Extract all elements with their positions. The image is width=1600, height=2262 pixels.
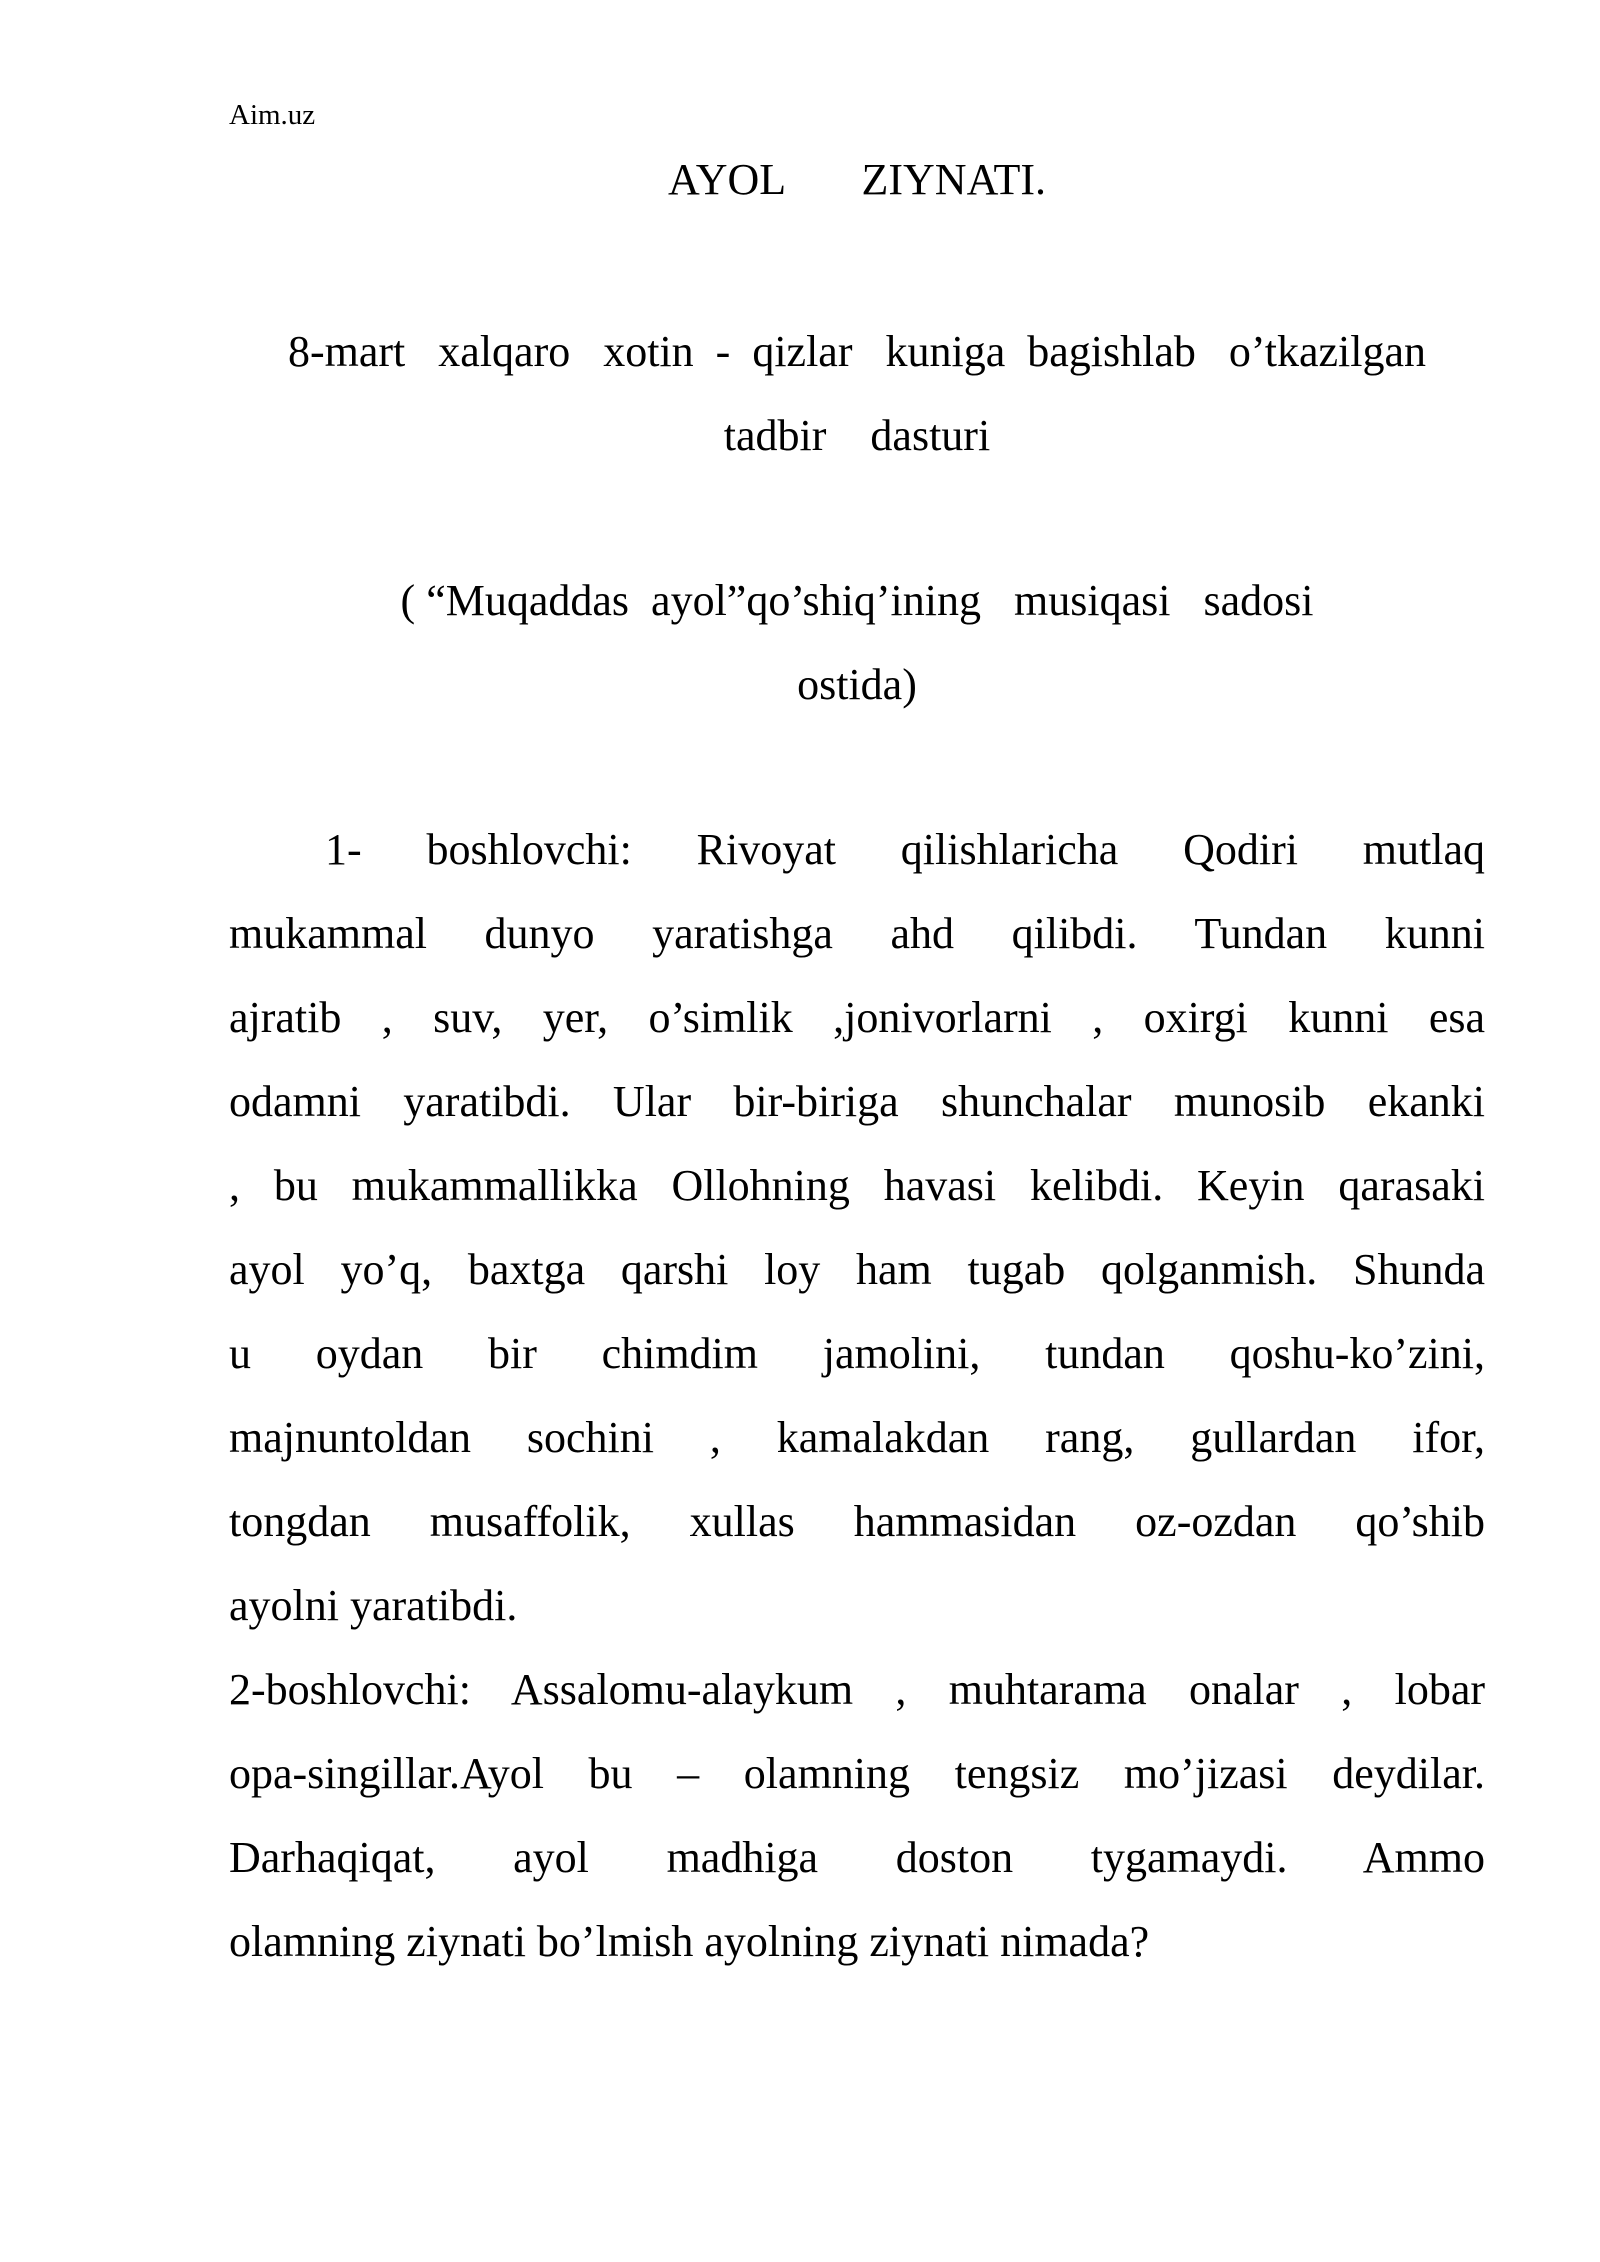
line-text: 2-boshlovchi: Assalomu-alaykum , muhtarama onalar , lobar bbox=[229, 1665, 1485, 1714]
paragraph-line bbox=[229, 976, 1485, 1060]
line-text: ayol yo’q, baxtga qarshi loy ham tugab qolganmish. Shunda bbox=[229, 1245, 1485, 1294]
paragraph-line bbox=[229, 1564, 1485, 1648]
paragraph-line bbox=[229, 1900, 1485, 1984]
paragraph-line bbox=[229, 1816, 1485, 1900]
paragraph-host-1 bbox=[229, 808, 1485, 1648]
paragraph-line bbox=[229, 808, 1485, 892]
subtitle-line-2: tadbir dasturi bbox=[723, 411, 991, 460]
site-label: Aim.uz bbox=[229, 99, 316, 131]
body-text bbox=[229, 808, 1485, 1984]
paragraph-line bbox=[229, 892, 1485, 976]
music-note-line-2: ostida) bbox=[797, 660, 917, 709]
paragraph-host-2 bbox=[229, 1648, 1485, 1984]
subtitle-line-1: 8-mart xalqaro xotin - qizlar kuniga bagishlab o’tkazilgan bbox=[288, 327, 1426, 376]
line-text: ayolni yaratibdi. bbox=[229, 1581, 518, 1630]
paragraph-line bbox=[229, 1648, 1485, 1732]
paragraph-line bbox=[229, 1144, 1485, 1228]
line-text: 1- boshlovchi: Rivoyat qilishlaricha Qodiri mutlaq bbox=[325, 825, 1485, 874]
line-text: tongdan musaffolik, xullas hammasidan oz-ozdan qo’shib bbox=[229, 1497, 1485, 1546]
line-text: majnuntoldan sochini , kamalakdan rang, gullardan ifor, bbox=[229, 1413, 1485, 1462]
paragraph-line bbox=[229, 1312, 1485, 1396]
line-text: mukammal dunyo yaratishga ahd qilibdi. Tundan kunni bbox=[229, 909, 1485, 958]
line-text: u oydan bir chimdim jamolini, tundan qoshu-ko’zini, bbox=[229, 1329, 1485, 1378]
paragraph-line bbox=[229, 1228, 1485, 1312]
line-text: olamning ziynati bo’lmish ayolning ziynati nimada? bbox=[229, 1917, 1150, 1966]
paragraph-line bbox=[229, 1480, 1485, 1564]
paragraph-line bbox=[229, 1396, 1485, 1480]
document-title: AYOL ZIYNATI. bbox=[667, 155, 1047, 204]
line-text: , bu mukammallikka Ollohning havasi kelibdi. Keyin qarasaki bbox=[229, 1161, 1485, 1210]
paragraph-line bbox=[229, 1732, 1485, 1816]
line-text: Darhaqiqat, ayol madhiga doston tygamaydi. Ammo bbox=[229, 1833, 1485, 1882]
music-note-line-1: ( “Muqaddas ayol”qo’shiq’ining musiqasi sadosi bbox=[400, 576, 1314, 625]
line-text: ajratib , suv, yer, o’simlik ,jonivorlarni , oxirgi kunni esa bbox=[229, 993, 1485, 1042]
line-text: opa-singillar.Ayol bu – olamning tengsiz mo’jizasi deydilar. bbox=[229, 1749, 1485, 1798]
paragraph-line bbox=[229, 1060, 1485, 1144]
line-text: odamni yaratibdi. Ular bir-biriga shunchalar munosib ekanki bbox=[229, 1077, 1485, 1126]
